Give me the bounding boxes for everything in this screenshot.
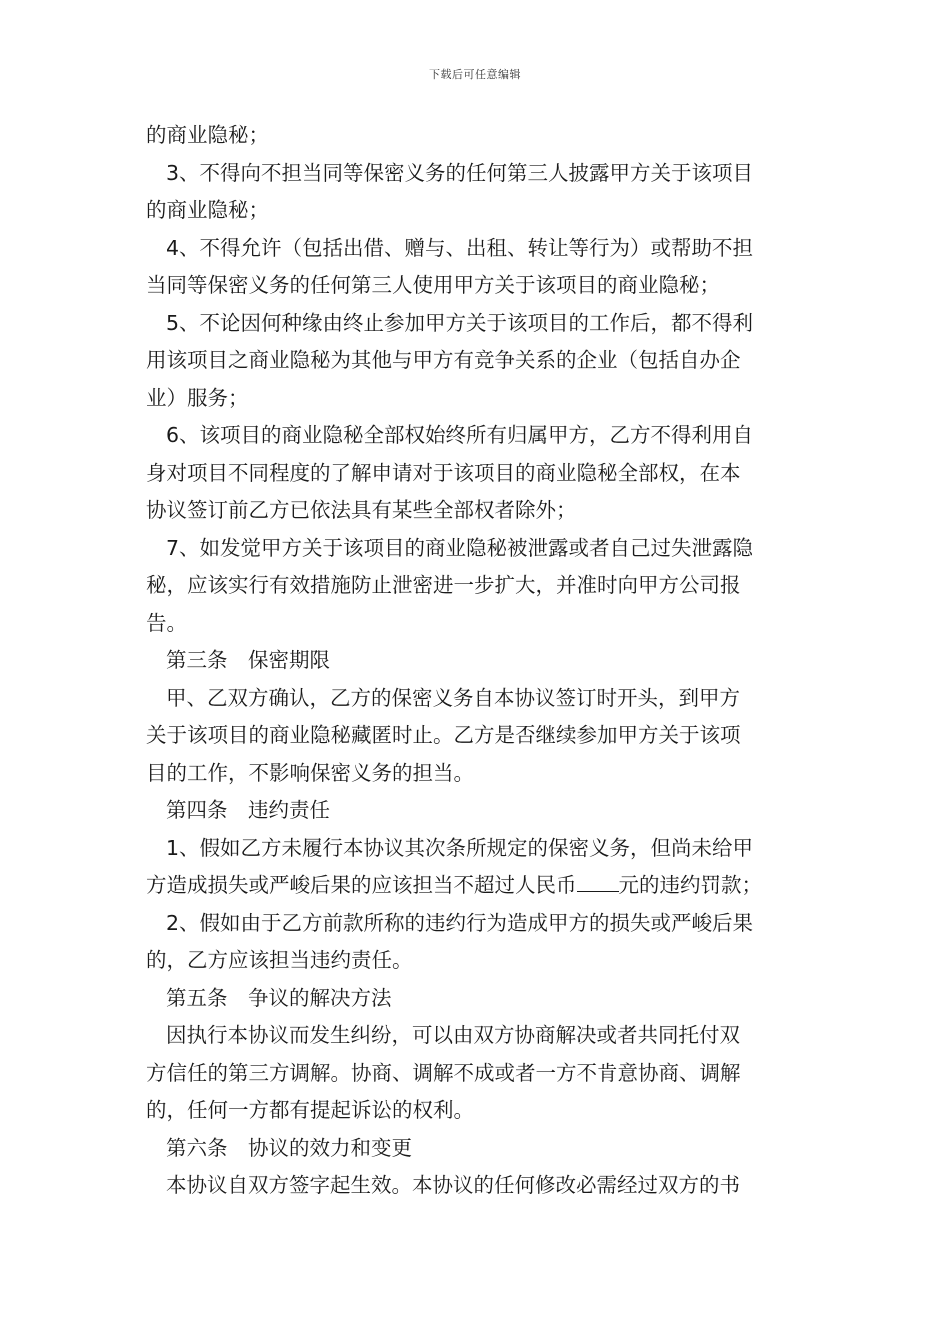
text-line: 秘，应该实行有效措施防止泄密进一步扩大，并准时向甲方公司报 xyxy=(146,573,741,597)
text-line: 的商业隐秘； xyxy=(146,123,269,147)
document-body xyxy=(146,117,808,1205)
section-heading-3: 第三条 保密期限 xyxy=(166,648,330,672)
text-line-with-blank xyxy=(146,867,808,905)
text-line: 的，乙方应该担当违约责任。 xyxy=(146,948,413,972)
text-line: 当同等保密义务的任何第三人使用甲方关于该项目的商业隐秘； xyxy=(146,273,720,297)
text-line: 协议签订前乙方已依法具有某些全部权者除外； xyxy=(146,498,577,522)
section-heading-6: 第六条 协议的效力和变更 xyxy=(166,1135,412,1160)
clause-item-7: 7、如发觉甲方关于该项目的商业隐秘被泄露或者自己过失泄露隐 xyxy=(166,535,754,560)
text-line: 方信任的第三方调解。协商、调解不成或者一方不肯意协商、调解 xyxy=(146,1060,741,1085)
section-heading-4: 第四条 违约责任 xyxy=(166,798,330,822)
text-line: 身对项目不同程度的了解申请对于该项目的商业隐秘全部权，在本 xyxy=(146,460,741,485)
fill-in-blank xyxy=(577,869,619,892)
clause-item-2: 2、假如由于乙方前款所称的违约行为造成甲方的损失或严峻后果 xyxy=(166,910,754,935)
paragraph-start: 因执行本协议而发生纠纷，可以由双方协商解决或者共同托付双 xyxy=(166,1023,740,1047)
paragraph-start: 本协议自双方签字起生效。本协议的任何修改必需经过双方的书 xyxy=(166,1173,740,1197)
clause-item-5: 5、不论因何种缘由终止参加甲方关于该项目的工作后，都不得利 xyxy=(166,310,754,335)
text-segment: 元的违约罚款； xyxy=(618,873,762,897)
text-line: 的，任何一方都有提起诉讼的权利。 xyxy=(146,1098,474,1122)
section-heading-5: 第五条 争议的解决方法 xyxy=(166,985,392,1010)
clause-item-6: 6、该项目的商业隐秘全部权始终所有归属甲方，乙方不得利用自 xyxy=(166,423,754,447)
text-line: 的商业隐秘； xyxy=(146,198,269,222)
text-line: 用该项目之商业隐秘为其他与甲方有竞争关系的企业（包括自办企 xyxy=(146,348,741,372)
page-header: 下载后可任意编辑 xyxy=(429,68,521,81)
text-line: 告。 xyxy=(146,610,187,635)
clause-item-4: 4、不得允许（包括出借、赠与、出租、转让等行为）或帮助不担 xyxy=(166,235,754,260)
text-line: 业）服务； xyxy=(146,385,249,410)
paragraph-start: 甲、乙双方确认，乙方的保密义务自本协议签订时开头，到甲方 xyxy=(166,685,740,710)
clause-item-1: 1、假如乙方未履行本协议其次条所规定的保密义务，但尚未给甲 xyxy=(166,835,754,860)
clause-item-3: 3、不得向不担当同等保密义务的任何第三人披露甲方关于该项目 xyxy=(166,160,754,185)
text-line: 关于该项目的商业隐秘藏匿时止。乙方是否继续参加甲方关于该项 xyxy=(146,723,741,747)
text-segment: 方造成损失或严峻后果的应该担当不超过人民币 xyxy=(146,873,577,897)
text-line: 目的工作，不影响保密义务的担当。 xyxy=(146,760,474,785)
